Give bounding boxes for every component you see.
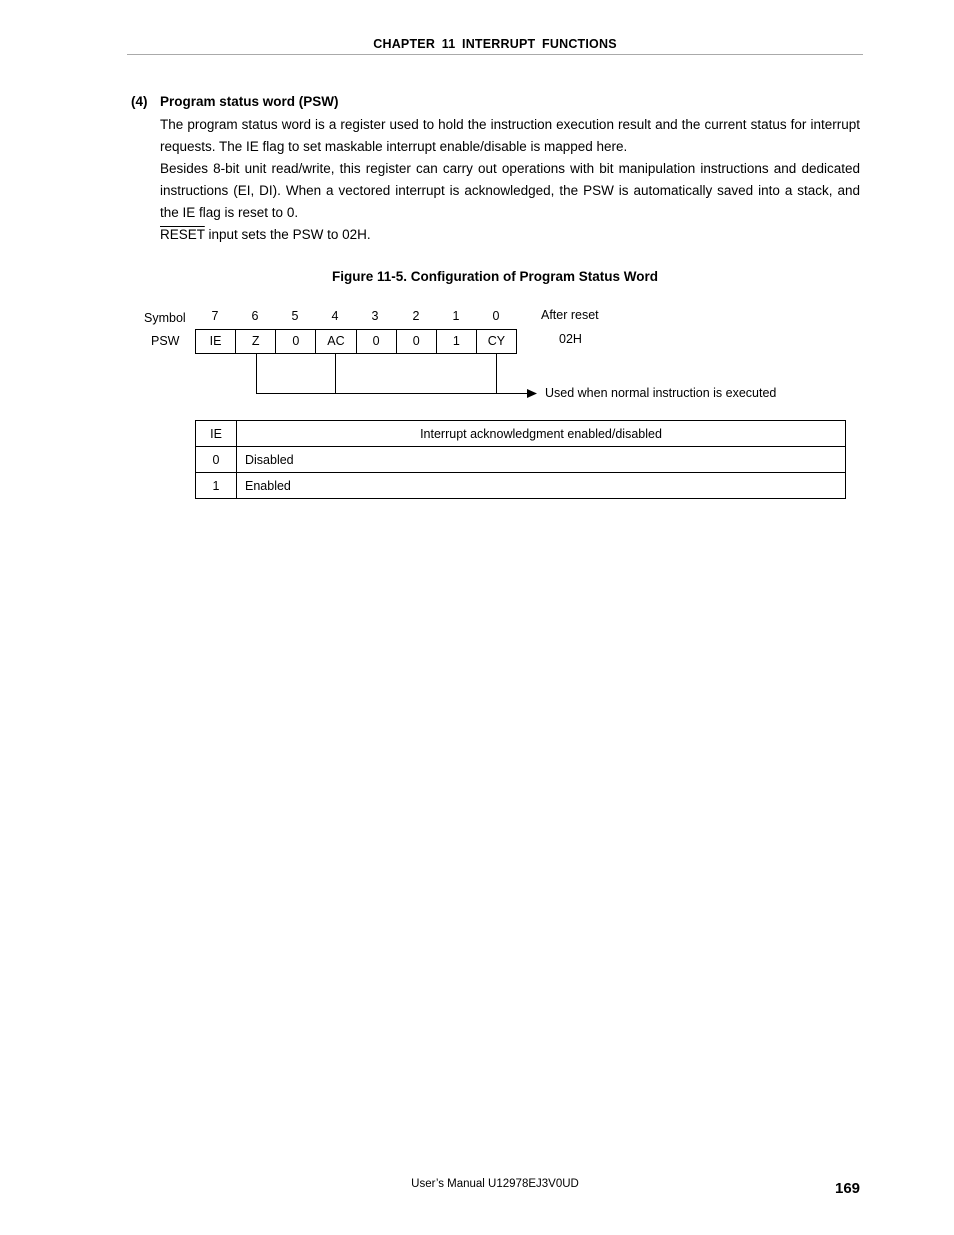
symbol-label: Symbol [144, 311, 186, 325]
psw-register [195, 329, 517, 354]
table-row [196, 447, 846, 473]
section-title: Program status word (PSW) [160, 94, 339, 109]
bit-cell-z: Z [236, 330, 276, 353]
bit-cell-3: 0 [357, 330, 397, 353]
section-number: (4) [131, 94, 148, 109]
bit-number: 6 [251, 309, 259, 323]
paragraph-2: Besides 8-bit unit read/write, this register can carry out operations with bit manipulation instructions and dedicated instructions (EI, DI). When a vectored interrupt is acknowledged, the PSW is automatically saved into a stack, and the IE flag is reset to 0. [160, 161, 860, 220]
figure-caption: Figure 11-5. Configuration of Program Status Word [331, 269, 659, 284]
table-row [196, 473, 846, 499]
bit-number: 7 [211, 309, 219, 323]
table-header-cell: IE [196, 421, 237, 447]
table-header-row [196, 421, 846, 447]
table-cell: Enabled [237, 473, 846, 499]
bit-cell-5: 0 [276, 330, 316, 353]
section-body [160, 114, 860, 246]
after-reset-label: After reset [541, 308, 599, 322]
header-rule [127, 54, 863, 55]
table-cell: 0 [196, 447, 237, 473]
bit-cell-1: 1 [437, 330, 477, 353]
footer-manual: User’s Manual U12978EJ3V0UD [411, 1178, 579, 1190]
bit-cell-ie: IE [196, 330, 236, 353]
table-cell: 1 [196, 473, 237, 499]
connector-cy [496, 354, 497, 394]
register-name: PSW [151, 334, 180, 348]
connector-z [256, 354, 257, 394]
connector-ac [335, 354, 336, 394]
arrowhead-icon [527, 389, 537, 398]
bit-number: 2 [412, 309, 420, 323]
bit-number: 5 [291, 309, 299, 323]
bit-cell-2: 0 [397, 330, 437, 353]
table-cell: Disabled [237, 447, 846, 473]
usage-note: Used when normal instruction is executed [545, 386, 777, 400]
page-number: 169 [835, 1180, 861, 1197]
bit-number: 1 [452, 309, 460, 323]
chapter-header: CHAPTER 11 INTERRUPT FUNCTIONS [373, 37, 617, 51]
paragraph-3 [160, 224, 860, 246]
ie-flag-table [195, 420, 846, 499]
bit-cell-cy: CY [487, 334, 506, 348]
reset-signal: RESET [160, 227, 205, 242]
section-heading [131, 94, 339, 109]
paragraph-1: The program status word is a register used to hold the instruction execution result and the current status for interrupt requests. The IE flag to set maskable interrupt enable/disable is mapped here. [160, 117, 860, 154]
bit-number: 4 [331, 309, 339, 323]
paragraph-3-text: input sets the PSW to 02H. [204, 227, 371, 242]
bit-number: 3 [371, 309, 379, 323]
connector-bus [256, 393, 528, 394]
bit-cell-ac: AC [316, 330, 356, 353]
after-reset-value: 02H [559, 332, 582, 346]
bit-number: 0 [492, 309, 500, 323]
table-header-cell: Interrupt acknowledgment enabled/disabled [237, 421, 846, 447]
